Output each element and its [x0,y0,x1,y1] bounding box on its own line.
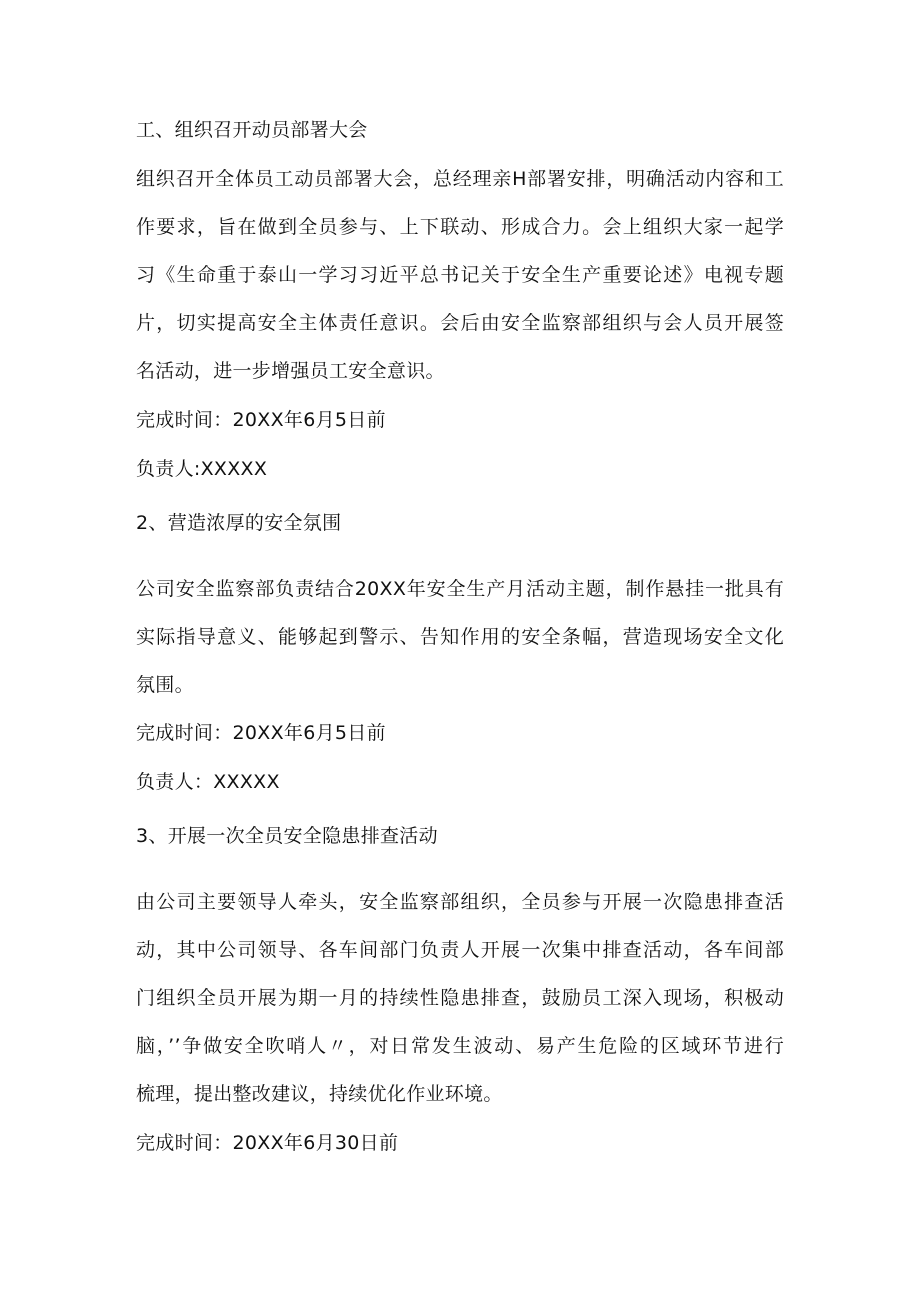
section-1-completion-time: 完成时间：20XX年6月5日前 [136,409,386,431]
section-3-body-line-2: 动，其中公司领导、各车间部门负责人开展一次集中排查活动，各车间部 [136,939,784,961]
section-2-heading: 2、营造浓厚的安全氛围 [136,512,342,534]
section-3-body-line-5: 梳理，提出整改建议，持续优化作业环境。 [136,1083,503,1105]
section-2-body-line-2: 实际指导意义、能够起到警示、告知作用的安全条幅，营造现场安全文化 [136,626,784,648]
section-1-owner: 负责人:XXXXX [136,458,268,480]
section-1-body-line-3: 习《生命重于泰山一学习习近平总书记关于安全生产重要论述》电视专题 [136,264,784,286]
section-2-owner: 负责人：XXXXX [136,771,280,793]
section-1-body-line-2: 作要求，旨在做到全员参与、上下联动、形成合力。会上组织大家一起学 [136,216,784,238]
section-2-completion-time: 完成时间：20XX年6月5日前 [136,722,386,744]
section-3-body-line-4: 脑，’’争做安全吹哨人〃，对日常发生波动、易产生危险的区域环节进行 [136,1035,784,1057]
section-1-body-line-4: 片，切实提高安全主体责任意识。会后由安全监察部组织与会人员开展签 [136,312,784,334]
section-3-body-line-1: 由公司主要领导人牵头，安全监察部组织，全员参与开展一次隐患排查活 [136,891,784,913]
section-3-completion-time: 完成时间：20XX年6月30日前 [136,1132,399,1154]
section-3-heading: 3、开展一次全员安全隐患排查活动 [136,825,438,847]
section-1-body-line-1: 组织召开全体员工动员部署大会，总经理亲H部署安排，明确活动内容和工 [136,168,784,190]
section-3-body-line-3: 门组织全员开展为期一月的持续性隐患排查，鼓励员工深入现场，积极动 [136,987,784,1009]
section-1-body-line-5: 名活动，进一步增强员工安全意识。 [136,360,445,382]
section-2-body-line-3: 氛围。 [136,674,194,696]
section-2-body-line-1: 公司安全监察部负责结合20XX年安全生产月活动主题，制作悬挂一批具有 [136,578,784,600]
section-1-heading: 工、组织召开动员部署大会 [136,119,368,141]
